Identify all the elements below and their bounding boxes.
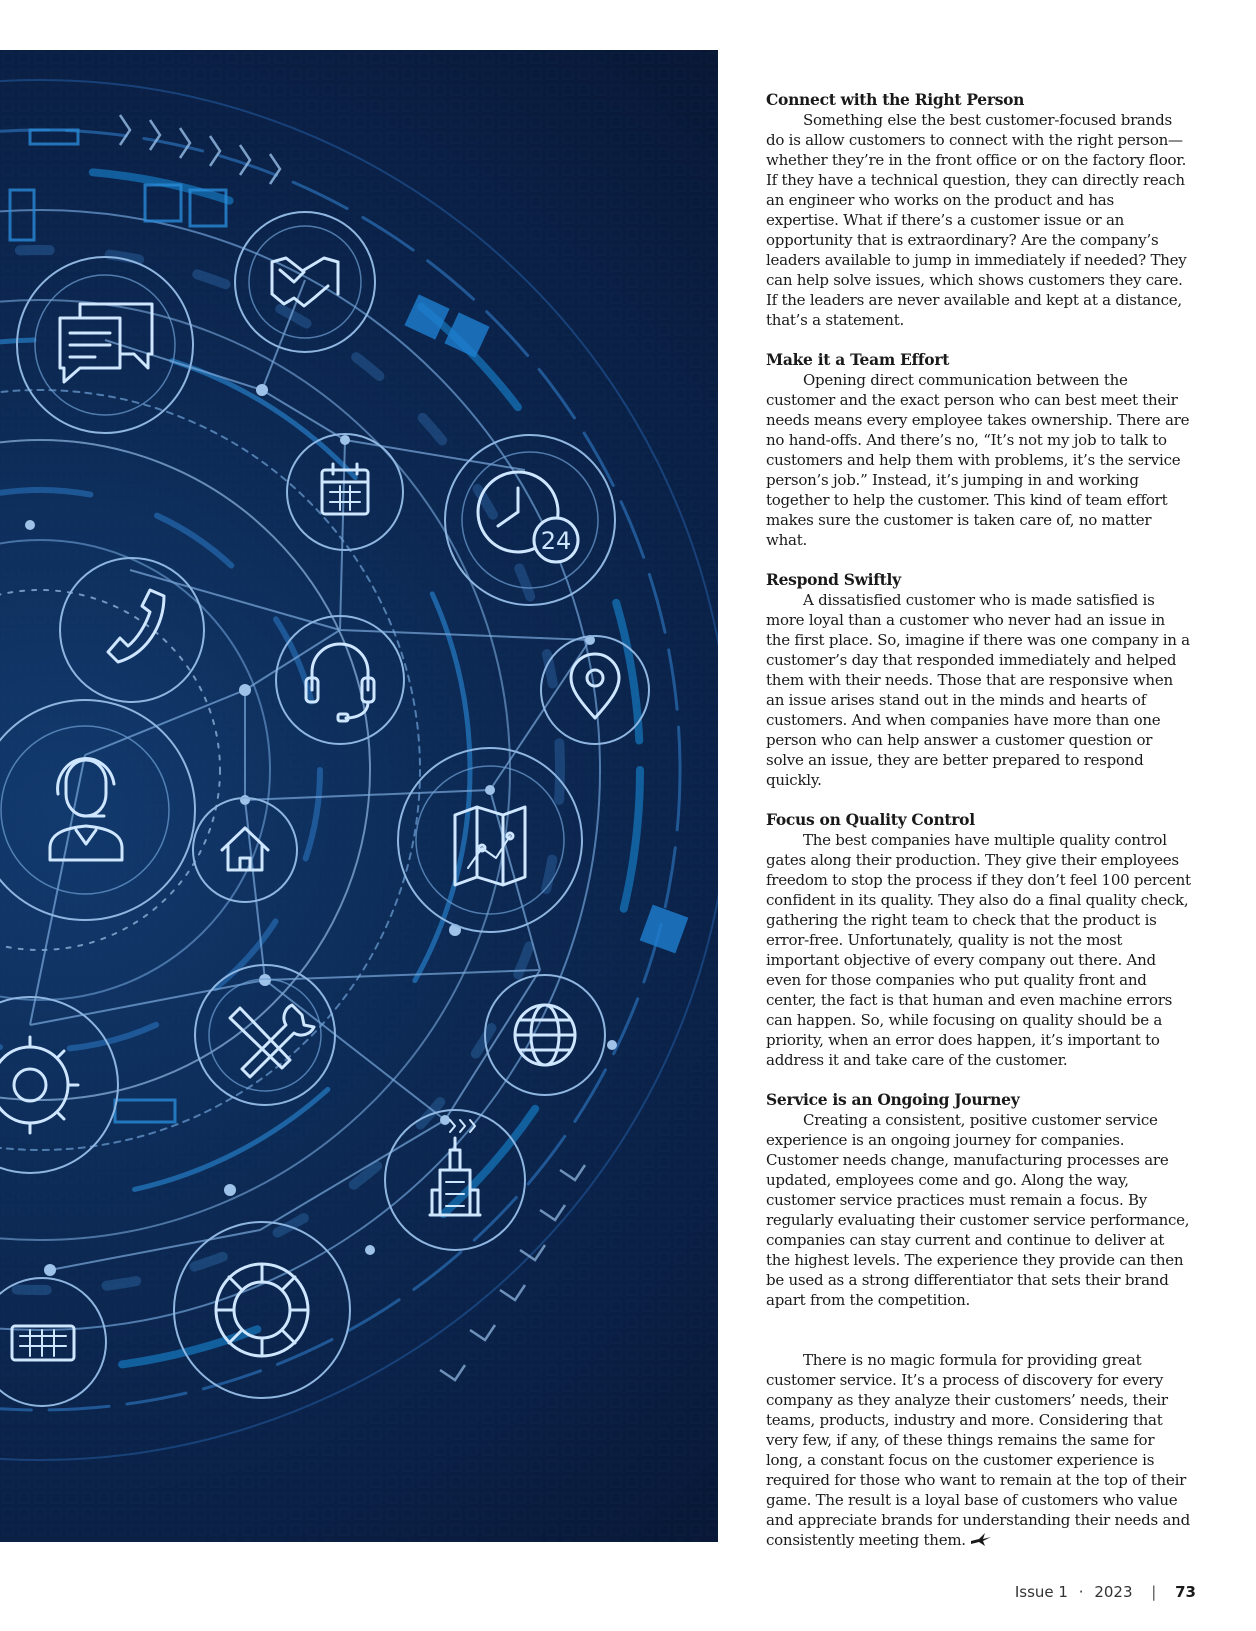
hero-illustration <box>0 50 718 1542</box>
clock-badge-text: 24 <box>540 527 572 555</box>
footer-dot: · <box>1078 1583 1084 1601</box>
section-paragraph: A dissatisfied customer who is made satisfied is more loyal than a customer who never had an issue in the first place. So, imagine if there was one company in a customer’s day that responded immediately and helped them with their needs. Those that are responsive when an issue arises stand out in the minds and hearts of customers. And when companies have more than one person who can help answer a customer question or solve an issue, they are better prepared to respond quickly. <box>766 591 1190 789</box>
section-respond <box>766 570 1191 790</box>
tech-network-graphic <box>0 50 718 1542</box>
issue-label: Issue 1 <box>1014 1583 1068 1601</box>
article-body <box>766 90 1191 1570</box>
section-closing <box>766 1350 1191 1550</box>
year-label: 2023 <box>1094 1583 1133 1601</box>
section-connect <box>766 90 1191 330</box>
section-paragraph: Creating a consistent, positive customer service experience is an ongoing journey for companies. Customer needs change, manufacturing processes are updated, employees come and go. Along the way, customer service practices must remain a focus. By regularly evaluating their customer service performance, companies can stay current and continue to deliver at the highest levels. The experience they provide can then be used as a strong differentiator that sets their brand apart from the competition. <box>766 1111 1190 1309</box>
page-footer <box>1015 1583 1196 1601</box>
footer-separator: | <box>1151 1583 1157 1601</box>
closing-paragraph <box>766 1350 1191 1550</box>
section-journey <box>766 1090 1191 1310</box>
section-heading: Make it a Team Effort <box>766 350 950 369</box>
end-mark-icon <box>970 1532 992 1546</box>
section-heading: Connect with the Right Person <box>766 90 1025 109</box>
section-quality <box>766 810 1191 1070</box>
closing-text: There is no magic formula for providing great customer service. It’s a process of discovery for every company as they analyze their customers’ needs, their teams, products, industry and more. Considering that very few, if any, of these things remains the same for long, a constant focus on the customer experience is required for those who want to remain at the top of their game. The result is a loyal base of customers who value and appreciate brands for understanding their needs and consistently meeting them. <box>766 1351 1190 1549</box>
section-heading: Service is an Ongoing Journey <box>766 1090 1020 1109</box>
section-heading: Respond Swiftly <box>766 570 901 589</box>
section-paragraph: The best companies have multiple quality control gates along their production. They give their employees freedom to stop the process if they don’t feel 100 percent confident in its quality. They also do a final quality check, gathering the right team to check that the product is error-free. Unfortunately, quality is not the most important objective of every company out there. And even for those companies who put quality front and center, the fact is that human and even machine errors can happen. So, while focusing on quality should be a priority, when an error does happen, it’s important to address it and take care of the customer. <box>766 831 1191 1069</box>
section-team-effort <box>766 350 1191 550</box>
section-paragraph: Opening direct communication between the customer and the exact person who can best meet their needs means every employee takes ownership. There are no hand-offs. And there’s no, “It’s not my job to talk to customers and help them with problems, it’s the service person’s job.” Instead, it’s jumping in and working together to help the customer. This kind of team effort makes sure the customer is taken care of, no matter what. <box>766 371 1190 549</box>
page-number: 73 <box>1175 1583 1196 1601</box>
section-paragraph: Something else the best customer-focused brands do is allow customers to connect with the right person—whether they’re in the front office or on the factory floor. If they have a technical question, they can directly reach an engineer who works on the product and has expertise. What if there’s a customer issue or an opportunity that is extraordinary? Are the company’s leaders available to jump in immediately if needed? They can help solve issues, which shows customers they care. If the leaders are never available and kept at a distance, that’s a statement. <box>766 111 1187 329</box>
section-heading: Focus on Quality Control <box>766 810 975 829</box>
